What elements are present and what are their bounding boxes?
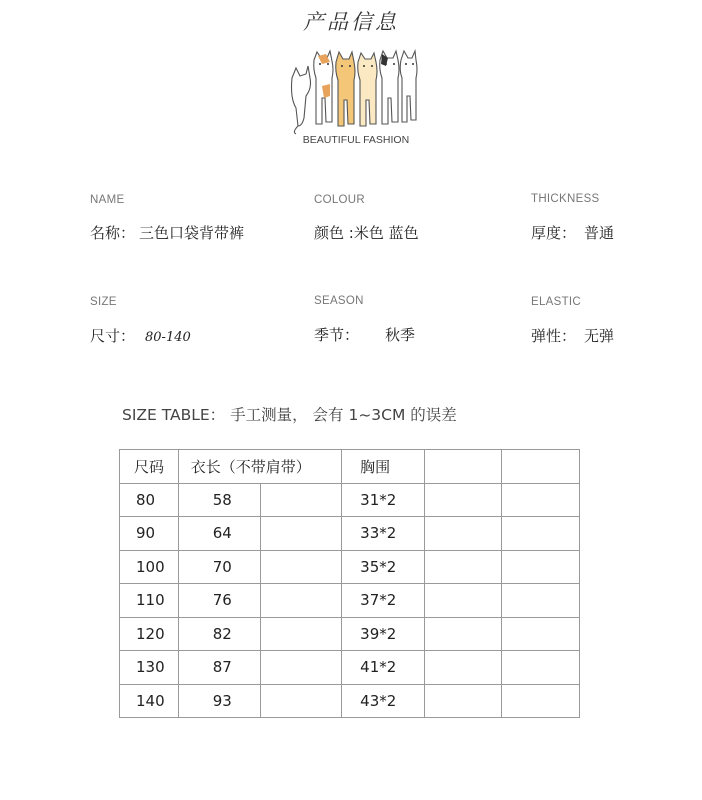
- thickness-value: [531, 222, 614, 243]
- table-cell: [501, 450, 579, 484]
- table-row: [120, 651, 580, 685]
- size-value: [90, 325, 191, 346]
- elastic-label: ELASTIC: [531, 296, 582, 308]
- thickness-label: THICKNESS: [531, 193, 600, 205]
- size-cell: 100: [136, 557, 165, 576]
- length-cell: 82: [212, 624, 232, 643]
- brand-text: BEAUTIFUL FASHION: [302, 134, 410, 146]
- chest-cell: 37*2: [360, 591, 397, 610]
- table-row: [120, 584, 580, 618]
- header-size: 尺码: [120, 450, 179, 484]
- chest-cell: 35*2: [360, 557, 397, 576]
- elastic-key: 弹性：: [531, 327, 577, 345]
- length-cell: 70: [212, 557, 232, 576]
- size-key: 尺寸：: [90, 327, 136, 345]
- thickness-key: 厚度：: [531, 224, 577, 242]
- season-label: SEASON: [314, 295, 364, 307]
- name-label: NAME: [90, 194, 125, 206]
- chest-cell: 31*2: [360, 490, 397, 509]
- table-row: [120, 483, 580, 517]
- size-cell: 110: [136, 591, 165, 610]
- size-table: [119, 449, 580, 718]
- size-cell: 90: [136, 524, 156, 543]
- table-header-row: [120, 450, 580, 484]
- colour-key: 颜色 :: [314, 224, 354, 242]
- table-row: [120, 550, 580, 584]
- table-cell: [424, 450, 501, 484]
- elastic-text: 无弹: [584, 327, 615, 345]
- season-key: 季节：: [314, 326, 360, 344]
- chest-cell: 33*2: [360, 524, 397, 543]
- colour-text: 米色 蓝色: [353, 224, 419, 242]
- colour-label: COLOUR: [314, 194, 366, 206]
- length-cell: 64: [212, 524, 232, 543]
- size-cell: 120: [136, 624, 165, 643]
- length-cell: 58: [212, 490, 232, 509]
- size-table-title: SIZE TABLE： 手工测量， 会有 1~3CM 的误差: [122, 406, 457, 424]
- header-chest: 胸围: [342, 450, 424, 484]
- size-cell: 80: [136, 490, 156, 509]
- chest-cell: 39*2: [360, 624, 397, 643]
- page-title: 产品信息: [303, 10, 399, 34]
- length-cell: 87: [212, 658, 232, 677]
- season-text: 秋季: [385, 326, 416, 344]
- elastic-value: [531, 325, 614, 346]
- size-label: SIZE: [90, 296, 117, 308]
- table-row: [120, 684, 580, 718]
- size-text: 80-140: [145, 330, 191, 345]
- length-cell: 76: [212, 591, 232, 610]
- name-text: 三色口袋背带裤: [139, 224, 245, 242]
- table-row: [120, 517, 580, 551]
- chest-cell: 43*2: [360, 691, 397, 710]
- thickness-text: 普通: [584, 224, 615, 242]
- header-length: 衣长（不带肩带）: [178, 450, 341, 484]
- name-key: 名称：: [90, 224, 136, 242]
- chest-cell: 41*2: [360, 658, 397, 677]
- cats-logo-icon: [282, 48, 418, 138]
- length-cell: 93: [212, 691, 232, 710]
- name-value: [90, 222, 244, 243]
- season-value: [314, 324, 415, 345]
- size-cell: 140: [136, 691, 165, 710]
- size-cell: 130: [136, 658, 165, 677]
- table-row: [120, 617, 580, 651]
- colour-value: [314, 222, 419, 243]
